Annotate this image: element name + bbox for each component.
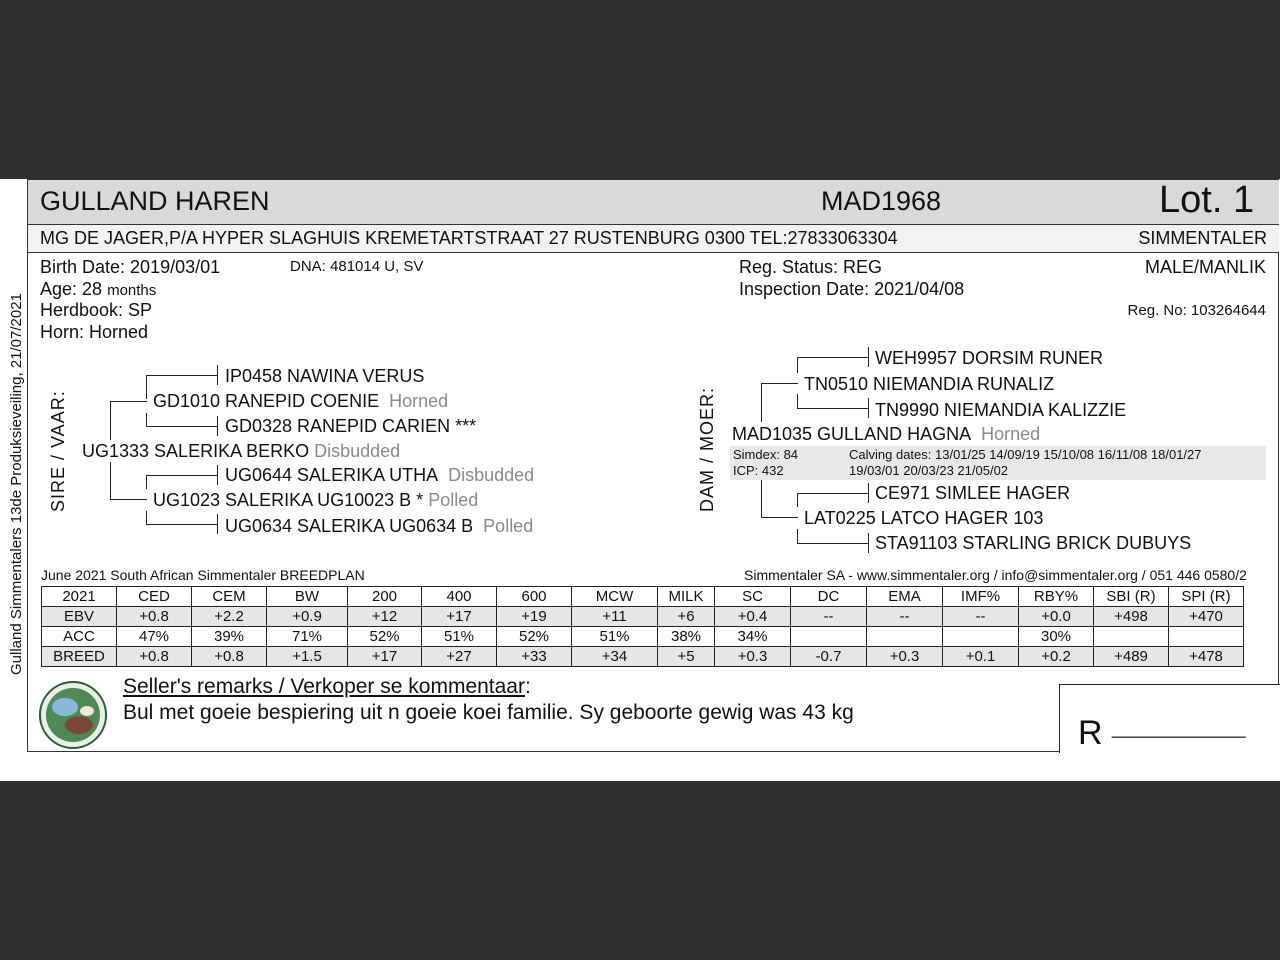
- sire-dam-sire-name: UG0644 SALERIKA UTHA: [225, 465, 439, 485]
- table-cell: +27: [422, 647, 497, 667]
- dam-name: [732, 424, 1040, 445]
- ebv-table: [41, 586, 1244, 667]
- dam-dam: LAT0225 LATCO HAGER 103: [804, 508, 1044, 528]
- table-cell: 52%: [497, 627, 572, 647]
- price-label: R: [1078, 714, 1103, 752]
- age-value: Age: 28: [40, 279, 103, 299]
- table-cell: BREED: [42, 647, 117, 667]
- table-cell: --: [791, 607, 867, 627]
- dna: DNA: 481014 U, SV: [290, 258, 424, 275]
- table-header-row: [42, 587, 1244, 607]
- pedigree-line: [797, 493, 869, 494]
- table-header-cell: RBY%: [1019, 587, 1094, 607]
- table-cell: +17: [348, 647, 422, 667]
- table-cell: 39%: [192, 627, 267, 647]
- table-cell: 34%: [715, 627, 791, 647]
- dam-sire-sire: WEH9957 DORSIM RUNER: [875, 348, 1104, 368]
- age: [40, 279, 156, 300]
- remarks-text: Bul met goeie bespiering uit n goeie koei familie. Sy geboorte gewig was 43 kg: [123, 701, 854, 724]
- pedigree-line: [217, 514, 218, 534]
- table-cell: -0.7: [791, 647, 867, 667]
- pedigree-line: [217, 416, 218, 436]
- table-cell: +0.1: [943, 647, 1019, 667]
- table-cell: [867, 627, 943, 647]
- price-blank[interactable]: __________: [1112, 712, 1246, 739]
- pedigree-line: [797, 357, 869, 358]
- table-cell: +498: [1094, 607, 1169, 627]
- pedigree-line: [761, 383, 798, 384]
- sire-label: SIRE / VAAR:: [48, 390, 68, 512]
- pedigree-line: [761, 383, 762, 422]
- sire-dam-name: UG1023 SALERIKA UG10023 B *: [153, 490, 424, 510]
- table-cell: +33: [497, 647, 572, 667]
- dam-horn: Horned: [981, 424, 1041, 444]
- sire-dam: [153, 490, 478, 511]
- table-row: [42, 607, 1244, 627]
- table-cell: 38%: [658, 627, 715, 647]
- inspection-date: Inspection Date: 2021/04/08: [739, 279, 965, 299]
- table-cell: +17: [422, 607, 497, 627]
- table-cell: ACC: [42, 627, 117, 647]
- sire-dam-sire-horn: Disbudded: [448, 465, 535, 485]
- sire-sire-dam: GD0328 RANEPID CARIEN ***: [225, 416, 477, 436]
- sire-sire: [153, 391, 448, 412]
- pedigree-line: [797, 493, 798, 507]
- table-cell: +11: [572, 607, 658, 627]
- dam-sire: TN0510 NIEMANDIA RUNALIZ: [804, 374, 1055, 394]
- table-cell: --: [867, 607, 943, 627]
- table-cell: 71%: [267, 627, 348, 647]
- breedplan-contact: Simmentaler SA - www.simmentaler.org / info@simmentaler.org / 051 446 0580/2: [744, 567, 1247, 583]
- table-header-cell: 2021: [42, 587, 117, 607]
- sire-dam-dam-horn: Polled: [483, 516, 534, 536]
- table-cell: [1094, 627, 1169, 647]
- sire-name-text: UG1333 SALERIKA BERKO: [82, 441, 310, 461]
- remarks-colon: :: [524, 675, 531, 698]
- pedigree-line: [110, 462, 111, 500]
- table-cell: 47%: [117, 627, 192, 647]
- pedigree-line: [146, 426, 218, 427]
- breedplan-caption: June 2021 South African Simmentaler BREEDPLAN: [41, 567, 365, 583]
- breed-label: SIMMENTALER: [1138, 228, 1267, 248]
- pedigree-line: [146, 475, 218, 476]
- table-cell: +0.9: [267, 607, 348, 627]
- owner-bar: [28, 225, 1279, 253]
- dam-label: DAM / MOER:: [697, 386, 717, 512]
- sire-sire-horn: Horned: [389, 391, 449, 411]
- herdbook: Herdbook: SP: [40, 300, 153, 320]
- pedigree-line: [868, 533, 869, 553]
- pedigree-line: [761, 517, 798, 518]
- pedigree-line: [797, 543, 869, 544]
- table-header-cell: CED: [117, 587, 192, 607]
- table-cell: 51%: [572, 627, 658, 647]
- table-row: [42, 647, 1244, 667]
- table-cell: 30%: [1019, 627, 1094, 647]
- table-header-cell: SBI (R): [1094, 587, 1169, 607]
- table-cell: +0.8: [192, 647, 267, 667]
- table-cell: [943, 627, 1019, 647]
- table-cell: +1.5: [267, 647, 348, 667]
- pedigree-line: [110, 401, 111, 440]
- table-header-cell: SPI (R): [1169, 587, 1244, 607]
- owner-line: MG DE JAGER,P/A HYPER SLAGHUIS KREMETARTSTRAAT 27 RUSTENBURG 0300 TEL:27833063304: [40, 228, 898, 248]
- pedigree-line: [146, 375, 218, 376]
- table-cell: +489: [1094, 647, 1169, 667]
- sire-dam-sire: [225, 465, 534, 486]
- animal-code: MAD1968: [821, 186, 942, 216]
- table-cell: +19: [497, 607, 572, 627]
- dam-info-band: [730, 446, 1266, 480]
- pedigree-line: [797, 529, 798, 544]
- sire-dam-dam: [225, 516, 533, 537]
- pedigree-line: [797, 357, 798, 373]
- price-box: [1059, 684, 1280, 753]
- simdex: Simdex: 84: [733, 447, 799, 462]
- reg-no: Reg. No: 103264644: [1127, 302, 1266, 319]
- table-cell: +34: [572, 647, 658, 667]
- simmentaler-logo-icon: [39, 681, 107, 749]
- sire-dam-horn: Polled: [428, 490, 479, 510]
- pedigree-line: [110, 401, 147, 402]
- table-cell: +5: [658, 647, 715, 667]
- header-bar: [28, 180, 1279, 225]
- pedigree-line: [217, 465, 218, 485]
- pedigree-line: [110, 499, 147, 500]
- age-unit: months: [107, 282, 157, 299]
- pedigree-line: [146, 511, 147, 525]
- animal-name: GULLAND HAREN: [40, 186, 270, 216]
- pedigree-line: [761, 480, 762, 518]
- table-cell: 51%: [422, 627, 497, 647]
- pedigree-line: [217, 365, 218, 385]
- table-cell: +0.4: [715, 607, 791, 627]
- table-header-cell: MCW: [572, 587, 658, 607]
- table-header-cell: BW: [267, 587, 348, 607]
- pedigree-line: [146, 375, 147, 399]
- table-cell: +0.8: [117, 647, 192, 667]
- table-header-cell: EMA: [867, 587, 943, 607]
- side-caption: Gulland Simmentalers 13de Produksieveiling, 21/07/2021: [8, 293, 25, 675]
- dam-sire-dam: TN9990 NIEMANDIA KALIZZIE: [875, 400, 1127, 420]
- sire-sire-name: GD1010 RANEPID COENIE: [153, 391, 380, 411]
- sex: MALE/MANLIK: [1144, 257, 1266, 277]
- dam-dam-sire: CE971 SIMLEE HAGER: [875, 483, 1071, 503]
- pedigree-line: [797, 394, 798, 409]
- calving-dates: Calving dates: 13/01/25 14/09/19 15/10/08 16/11/08 18/01/27: [849, 447, 1202, 462]
- table-header-cell: CEM: [192, 587, 267, 607]
- sire-sire-sire: IP0458 NAWINA VERUS: [225, 366, 425, 386]
- table-cell: 52%: [348, 627, 422, 647]
- table-row: [42, 627, 1244, 647]
- birth-date: Birth Date: 2019/03/01: [40, 257, 221, 277]
- remarks-title: Seller's remarks / Verkoper se kommentaar: [123, 675, 525, 698]
- pedigree-line: [146, 524, 218, 525]
- table-cell: [791, 627, 867, 647]
- icp: ICP: 432: [733, 463, 784, 478]
- table-cell: [1169, 627, 1244, 647]
- sire-dam-dam-name: UG0634 SALERIKA UG0634 B: [225, 516, 474, 536]
- table-header-cell: MILK: [658, 587, 715, 607]
- calving-dates-cont: 19/03/01 20/03/23 21/05/02: [849, 463, 1009, 478]
- pedigree-line: [146, 475, 147, 489]
- table-header-cell: 400: [422, 587, 497, 607]
- pedigree-line: [868, 347, 869, 367]
- sire-horn: Disbudded: [314, 441, 401, 461]
- table-header-cell: 600: [497, 587, 572, 607]
- table-cell: +2.2: [192, 607, 267, 627]
- table-header-cell: IMF%: [943, 587, 1019, 607]
- table-cell: +478: [1169, 647, 1244, 667]
- pedigree-line: [797, 408, 869, 409]
- table-cell: +6: [658, 607, 715, 627]
- pedigree-line: [868, 483, 869, 503]
- table-cell: +0.2: [1019, 647, 1094, 667]
- table-header-cell: DC: [791, 587, 867, 607]
- table-cell: +0.3: [715, 647, 791, 667]
- table-cell: EBV: [42, 607, 117, 627]
- dam-dam-dam: STA91103 STARLING BRICK DUBUYS: [875, 533, 1192, 553]
- lot-number: Lot. 1: [1159, 179, 1255, 221]
- table-cell: --: [943, 607, 1019, 627]
- reg-status: Reg. Status: REG: [739, 257, 883, 277]
- table-header-cell: SC: [715, 587, 791, 607]
- table-cell: +0.8: [117, 607, 192, 627]
- table-cell: +12: [348, 607, 422, 627]
- sire-name: [82, 441, 400, 462]
- remarks-heading: [123, 675, 531, 699]
- table-header-cell: 200: [348, 587, 422, 607]
- pedigree-line: [868, 398, 869, 418]
- pedigree-line: [146, 413, 147, 427]
- dam-name-text: MAD1035 GULLAND HAGNA: [732, 424, 972, 444]
- table-cell: +0.3: [867, 647, 943, 667]
- horn: Horn: Horned: [40, 322, 149, 342]
- table-cell: +0.0: [1019, 607, 1094, 627]
- table-cell: +470: [1169, 607, 1244, 627]
